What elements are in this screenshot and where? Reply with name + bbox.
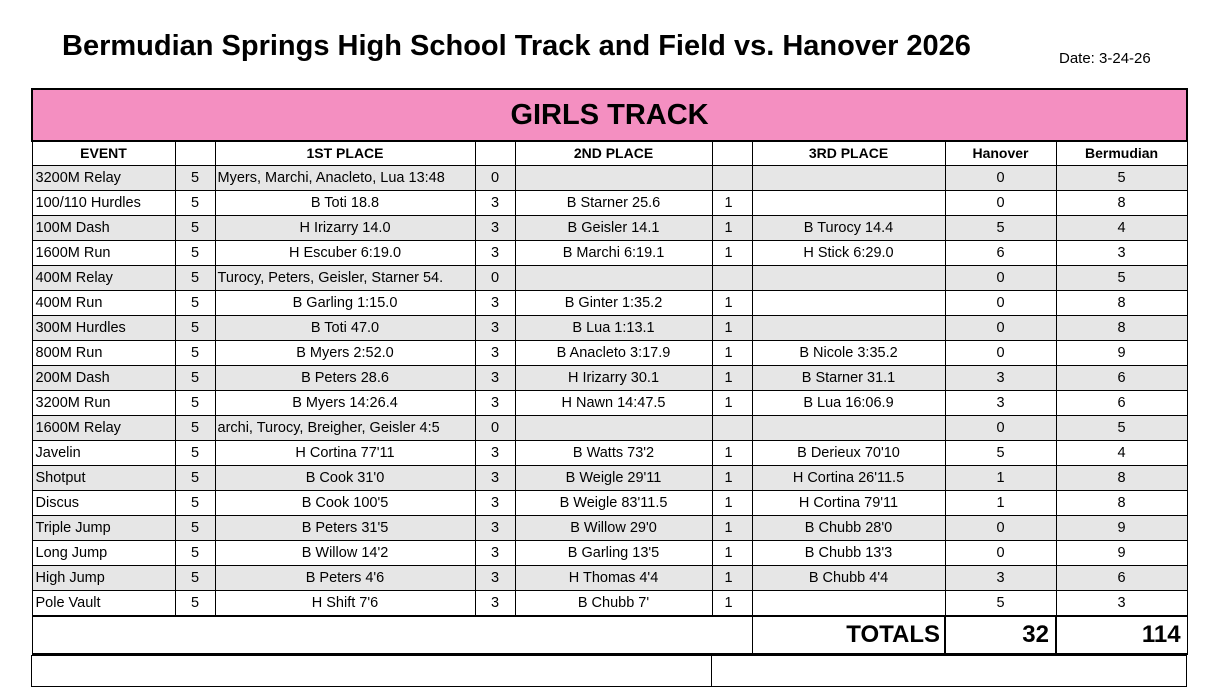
second-points-cell: 3 [475, 341, 515, 366]
event-cell: 300M Hurdles [32, 316, 175, 341]
second-place-cell [515, 166, 712, 191]
hanover-column-header: Hanover [945, 141, 1056, 166]
third-points-cell: 1 [712, 516, 752, 541]
event-cell: 100/110 Hurdles [32, 191, 175, 216]
totals-row [32, 616, 1187, 654]
table-row [32, 166, 1187, 191]
second-points-cell: 3 [475, 291, 515, 316]
table-row [32, 541, 1187, 566]
hanover-score-cell: 1 [945, 466, 1056, 491]
table-row [32, 291, 1187, 316]
first-points-cell: 5 [175, 541, 215, 566]
third-points-cell: 1 [712, 391, 752, 416]
second-place-cell: B Anacleto 3:17.9 [515, 341, 712, 366]
third-place-cell [752, 416, 945, 441]
table-row [32, 216, 1187, 241]
first-points-cell: 5 [175, 416, 215, 441]
bermudian-total: 114 [1056, 616, 1187, 654]
bermudian-score-cell: 6 [1056, 566, 1187, 591]
table-row [32, 516, 1187, 541]
third-points-cell: 1 [712, 441, 752, 466]
table-row [32, 341, 1187, 366]
hanover-score-cell: 0 [945, 516, 1056, 541]
first-points-cell: 5 [175, 216, 215, 241]
first-points-cell: 5 [175, 366, 215, 391]
column-header-row [32, 141, 1187, 166]
first-place-cell: B Cook 100'5 [215, 491, 475, 516]
second-place-cell: B Marchi 6:19.1 [515, 241, 712, 266]
event-cell: High Jump [32, 566, 175, 591]
second-place-cell: H Nawn 14:47.5 [515, 391, 712, 416]
table-row [32, 566, 1187, 591]
hanover-score-cell: 3 [945, 366, 1056, 391]
second-place-cell: B Starner 25.6 [515, 191, 712, 216]
bermudian-score-cell: 8 [1056, 466, 1187, 491]
bermudian-column-header: Bermudian [1056, 141, 1187, 166]
first-place-cell: B Peters 28.6 [215, 366, 475, 391]
third-points-cell: 1 [712, 541, 752, 566]
third-place-cell: B Lua 16:06.9 [752, 391, 945, 416]
hanover-score-cell: 1 [945, 491, 1056, 516]
hanover-score-cell: 5 [945, 216, 1056, 241]
first-place-cell: B Myers 14:26.4 [215, 391, 475, 416]
third-points-cell [712, 266, 752, 291]
event-cell: Shotput [32, 466, 175, 491]
first-place-cell: B Peters 31'5 [215, 516, 475, 541]
third-points-cell: 1 [712, 491, 752, 516]
second-place-cell: H Irizarry 30.1 [515, 366, 712, 391]
second-place-cell: B Chubb 7' [515, 591, 712, 617]
second-place-cell: B Weigle 83'11.5 [515, 491, 712, 516]
table-row [32, 591, 1187, 617]
third-place-cell: B Chubb 4'4 [752, 566, 945, 591]
second-place-cell: B Geisler 14.1 [515, 216, 712, 241]
first-points-cell: 5 [175, 491, 215, 516]
bermudian-score-cell: 9 [1056, 541, 1187, 566]
second-points-cell: 0 [475, 266, 515, 291]
table-row [32, 316, 1187, 341]
first-points-cell: 5 [175, 191, 215, 216]
first-place-cell: B Peters 4'6 [215, 566, 475, 591]
page-title: Bermudian Springs High School Track and Field vs. Hanover 2026 [62, 30, 971, 62]
second-place-cell: B Watts 73'2 [515, 441, 712, 466]
third-place-cell: B Starner 31.1 [752, 366, 945, 391]
hanover-score-cell: 0 [945, 316, 1056, 341]
third-place-cell: B Nicole 3:35.2 [752, 341, 945, 366]
girls-track-results-table [31, 88, 1188, 655]
hanover-score-cell: 0 [945, 291, 1056, 316]
third-place-cell: B Turocy 14.4 [752, 216, 945, 241]
lower-section-left [31, 655, 712, 687]
first-place-cell: H Shift 7'6 [215, 591, 475, 617]
bermudian-score-cell: 6 [1056, 366, 1187, 391]
bermudian-score-cell: 3 [1056, 591, 1187, 617]
event-cell: 3200M Relay [32, 166, 175, 191]
second-points-column-header [475, 141, 515, 166]
third-points-cell: 1 [712, 216, 752, 241]
hanover-score-cell: 0 [945, 266, 1056, 291]
second-place-cell: B Ginter 1:35.2 [515, 291, 712, 316]
first-points-cell: 5 [175, 341, 215, 366]
second-points-cell: 3 [475, 566, 515, 591]
first-points-cell: 5 [175, 166, 215, 191]
second-points-cell: 0 [475, 416, 515, 441]
third-place-cell [752, 166, 945, 191]
first-place-cell: H Escuber 6:19.0 [215, 241, 475, 266]
bermudian-score-cell: 4 [1056, 441, 1187, 466]
second-place-cell [515, 266, 712, 291]
bermudian-score-cell: 3 [1056, 241, 1187, 266]
first-place-cell: H Irizarry 14.0 [215, 216, 475, 241]
first-place-cell: H Cortina 77'11 [215, 441, 475, 466]
second-place-cell: B Weigle 29'11 [515, 466, 712, 491]
table-row [32, 266, 1187, 291]
table-row [32, 191, 1187, 216]
first-place-column-header: 1ST PLACE [215, 141, 475, 166]
first-points-cell: 5 [175, 391, 215, 416]
bermudian-score-cell: 8 [1056, 291, 1187, 316]
bermudian-score-cell: 9 [1056, 516, 1187, 541]
first-place-cell: B Toti 47.0 [215, 316, 475, 341]
second-points-cell: 3 [475, 516, 515, 541]
hanover-score-cell: 3 [945, 566, 1056, 591]
first-place-cell: B Toti 18.8 [215, 191, 475, 216]
bermudian-score-cell: 8 [1056, 491, 1187, 516]
third-place-cell: H Cortina 79'11 [752, 491, 945, 516]
third-points-cell [712, 166, 752, 191]
first-points-cell: 5 [175, 591, 215, 617]
first-points-cell: 5 [175, 441, 215, 466]
results-body [32, 166, 1187, 617]
first-points-cell: 5 [175, 516, 215, 541]
third-place-cell: H Stick 6:29.0 [752, 241, 945, 266]
third-place-column-header: 3RD PLACE [752, 141, 945, 166]
event-cell: 400M Run [32, 291, 175, 316]
table-row [32, 241, 1187, 266]
hanover-score-cell: 6 [945, 241, 1056, 266]
event-cell: Discus [32, 491, 175, 516]
first-place-cell: Myers, Marchi, Anacleto, Lua 13:48 [215, 166, 475, 191]
second-points-cell: 3 [475, 216, 515, 241]
first-points-cell: 5 [175, 291, 215, 316]
hanover-total: 32 [945, 616, 1056, 654]
third-points-cell: 1 [712, 566, 752, 591]
table-row [32, 416, 1187, 441]
second-points-cell: 3 [475, 241, 515, 266]
second-points-cell: 0 [475, 166, 515, 191]
second-points-cell: 3 [475, 491, 515, 516]
second-place-cell: B Willow 29'0 [515, 516, 712, 541]
totals-label: TOTALS [752, 616, 945, 654]
second-points-cell: 3 [475, 191, 515, 216]
meet-date: Date: 3-24-26 [1059, 50, 1151, 67]
event-cell: 200M Dash [32, 366, 175, 391]
third-place-cell: H Cortina 26'11.5 [752, 466, 945, 491]
bermudian-score-cell: 5 [1056, 266, 1187, 291]
bermudian-score-cell: 8 [1056, 316, 1187, 341]
hanover-score-cell: 0 [945, 166, 1056, 191]
third-points-cell: 1 [712, 241, 752, 266]
first-points-cell: 5 [175, 266, 215, 291]
event-column-header: EVENT [32, 141, 175, 166]
first-place-cell: archi, Turocy, Breigher, Geisler 4:5 [215, 416, 475, 441]
event-cell: 1600M Relay [32, 416, 175, 441]
second-points-cell: 3 [475, 541, 515, 566]
third-points-cell: 1 [712, 591, 752, 617]
hanover-score-cell: 5 [945, 591, 1056, 617]
third-place-cell: B Chubb 28'0 [752, 516, 945, 541]
third-place-cell [752, 266, 945, 291]
event-cell: Javelin [32, 441, 175, 466]
event-cell: Pole Vault [32, 591, 175, 617]
table-row [32, 466, 1187, 491]
section-title: GIRLS TRACK [32, 89, 1187, 141]
second-place-cell: B Lua 1:13.1 [515, 316, 712, 341]
first-place-cell: B Willow 14'2 [215, 541, 475, 566]
bermudian-score-cell: 4 [1056, 216, 1187, 241]
lower-section-right [711, 655, 1187, 687]
third-place-cell: B Derieux 70'10 [752, 441, 945, 466]
third-points-cell: 1 [712, 316, 752, 341]
second-place-cell: H Thomas 4'4 [515, 566, 712, 591]
second-points-cell: 3 [475, 366, 515, 391]
first-points-cell: 5 [175, 316, 215, 341]
third-points-cell: 1 [712, 341, 752, 366]
event-cell: 3200M Run [32, 391, 175, 416]
hanover-score-cell: 0 [945, 341, 1056, 366]
table-row [32, 441, 1187, 466]
second-points-cell: 3 [475, 591, 515, 617]
table-row [32, 491, 1187, 516]
second-place-cell: B Garling 13'5 [515, 541, 712, 566]
first-points-cell: 5 [175, 566, 215, 591]
hanover-score-cell: 5 [945, 441, 1056, 466]
second-points-cell: 3 [475, 316, 515, 341]
hanover-score-cell: 0 [945, 541, 1056, 566]
third-points-cell: 1 [712, 366, 752, 391]
second-points-cell: 3 [475, 441, 515, 466]
bermudian-score-cell: 8 [1056, 191, 1187, 216]
totals-spacer [32, 616, 752, 654]
second-points-cell: 3 [475, 391, 515, 416]
third-points-cell [712, 416, 752, 441]
hanover-score-cell: 0 [945, 191, 1056, 216]
event-cell: 100M Dash [32, 216, 175, 241]
table-row [32, 366, 1187, 391]
bermudian-score-cell: 9 [1056, 341, 1187, 366]
second-points-cell: 3 [475, 466, 515, 491]
bermudian-score-cell: 6 [1056, 391, 1187, 416]
hanover-score-cell: 0 [945, 416, 1056, 441]
third-place-cell: B Chubb 13'3 [752, 541, 945, 566]
event-cell: Long Jump [32, 541, 175, 566]
second-place-column-header: 2ND PLACE [515, 141, 712, 166]
event-cell: Triple Jump [32, 516, 175, 541]
event-cell: 400M Relay [32, 266, 175, 291]
third-points-cell: 1 [712, 191, 752, 216]
second-place-cell [515, 416, 712, 441]
event-cell: 800M Run [32, 341, 175, 366]
bermudian-score-cell: 5 [1056, 416, 1187, 441]
third-points-cell: 1 [712, 291, 752, 316]
table-row [32, 391, 1187, 416]
first-place-cell: Turocy, Peters, Geisler, Starner 54. [215, 266, 475, 291]
hanover-score-cell: 3 [945, 391, 1056, 416]
bermudian-score-cell: 5 [1056, 166, 1187, 191]
first-place-cell: B Cook 31'0 [215, 466, 475, 491]
first-place-cell: B Garling 1:15.0 [215, 291, 475, 316]
third-points-column-header [712, 141, 752, 166]
first-points-cell: 5 [175, 241, 215, 266]
third-points-cell: 1 [712, 466, 752, 491]
event-cell: 1600M Run [32, 241, 175, 266]
third-place-cell [752, 191, 945, 216]
first-points-cell: 5 [175, 466, 215, 491]
third-place-cell [752, 591, 945, 617]
third-place-cell [752, 291, 945, 316]
third-place-cell [752, 316, 945, 341]
first-points-column-header [175, 141, 215, 166]
first-place-cell: B Myers 2:52.0 [215, 341, 475, 366]
